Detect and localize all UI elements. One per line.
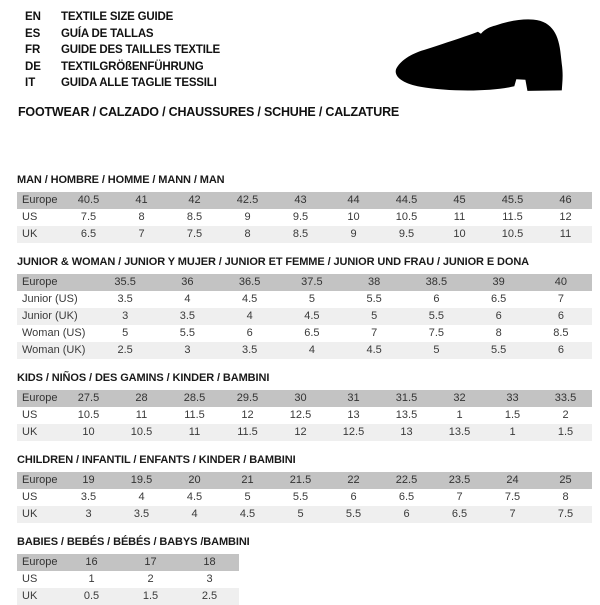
size-cell: 7.5 [80,211,97,223]
language-code: ES [25,27,41,40]
size-cell: 29.5 [236,392,259,404]
size-cell: 4 [246,310,253,322]
size-cell: 12.5 [289,409,312,421]
size-cell: 4.5 [304,310,320,322]
row-label: Woman (US) [22,327,86,339]
size-cell: 4 [191,508,198,520]
size-cell: 10.5 [501,228,524,240]
size-table-junior-woman [17,274,592,359]
size-cell: 18 [203,556,216,568]
size-cell: 19 [82,474,95,486]
size-cell: 1 [509,426,516,438]
size-cell: 5.5 [345,508,362,520]
size-cell: 4 [184,293,191,305]
size-cell: 46 [559,194,572,206]
size-cell: 22.5 [395,474,418,486]
language-code: IT [25,77,36,89]
row-label: UK [22,228,38,240]
size-cell: 5 [244,491,251,503]
size-cell: 8.5 [186,211,203,223]
size-cell: 38 [368,276,381,288]
row-label: US [22,573,38,585]
man-row [17,209,592,226]
size-cell: 3.5 [117,293,133,305]
size-cell: 1.5 [142,590,159,602]
size-cell: 6 [403,508,410,520]
row-label: US [22,491,38,503]
size-cell: 1.5 [504,409,521,421]
language-code: FR [25,44,41,56]
size-cell: 8.5 [553,327,569,339]
size-cell: 28.5 [183,392,206,404]
size-cell: 3 [184,344,191,356]
size-cell: 30 [294,392,307,404]
size-cell: 25 [559,474,572,486]
size-cell: 27.5 [77,392,100,404]
row-label: Europe [22,474,58,486]
size-cell: 1 [88,573,95,585]
size-cell: 2 [147,573,154,585]
junior-woman-row [17,342,592,359]
size-cell: 9 [350,228,357,240]
size-cell: 21.5 [289,474,312,486]
man-row [17,192,592,209]
size-cell: 42.5 [236,194,259,206]
size-cell: 40 [554,276,567,288]
row-label: UK [22,508,38,520]
section-man [17,174,592,243]
size-cell: 4 [308,344,315,356]
size-cell: 31.5 [395,392,418,404]
size-table-kids [17,390,592,441]
size-cell: 40.5 [77,194,100,206]
children-row [17,472,592,489]
size-cell: 5 [433,344,440,356]
size-cell: 6.5 [451,508,468,520]
size-cell: 10 [82,426,95,438]
size-cell: 11 [453,211,466,223]
children-row [17,489,592,506]
size-cell: 12.5 [342,426,365,438]
kids-row [17,407,592,424]
size-cell: 4 [138,491,145,503]
language-code: DE [25,60,41,73]
language-label: GUIDE DES TAILLES TEXTILE [61,44,220,56]
size-cell: 11.5 [184,409,205,421]
children-row [17,506,592,523]
language-label: TEXTILE SIZE GUIDE [61,11,174,23]
header [0,0,600,130]
size-cell: 7.5 [428,327,445,339]
size-cell: 7 [371,327,378,339]
section-junior-woman [17,256,592,359]
row-label: Europe [22,194,58,206]
size-cell: 13.5 [395,409,418,421]
size-cell: 22 [347,474,360,486]
size-cell: 5.5 [179,327,196,339]
size-cell: 38.5 [425,276,448,288]
size-cell: 12 [559,211,572,223]
size-cell: 37.5 [301,276,323,288]
size-cell: 11 [135,409,148,421]
size-cell: 3 [206,573,213,585]
size-cell: 41 [135,194,148,206]
size-cell: 12 [294,426,307,438]
row-label: US [22,409,38,421]
size-cell: 5 [308,293,315,305]
size-cell: 21 [241,474,254,486]
size-cell: 36.5 [238,276,261,288]
size-cell: 12 [241,409,254,421]
size-cell: 3.5 [179,310,196,322]
size-cell: 43 [294,194,307,206]
size-cell: 36 [181,276,194,288]
kids-row [17,424,592,441]
size-cell: 5.5 [428,310,445,322]
size-cell: 3 [122,310,129,322]
size-cell: 5.5 [366,293,382,305]
size-cell: 7.5 [504,491,521,503]
size-cell: 4.5 [186,491,203,503]
size-cell: 7.5 [186,228,203,240]
man-row [17,226,592,243]
size-table-babies [17,554,239,605]
size-cell: 5 [122,327,129,339]
babies-row [17,588,239,605]
size-cell: 19.5 [130,474,153,486]
size-cell: 10.5 [130,426,153,438]
size-cell: 9.5 [292,211,309,223]
language-label: GUÍA DE TALLAS [61,27,154,40]
size-cell: 8.5 [292,228,309,240]
junior-woman-row [17,291,592,308]
size-cell: 6 [246,327,253,339]
size-cell: 4.5 [241,293,258,305]
size-cell: 35.5 [114,276,136,288]
size-cell: 45.5 [501,194,524,206]
size-cell: 31 [347,392,360,404]
size-cell: 5.5 [292,491,309,503]
size-cell: 33.5 [554,392,577,404]
size-cell: 7 [138,228,145,240]
size-cell: 2.5 [201,590,218,602]
kids-row [17,390,592,407]
section-title-babies: BABIES / BEBÉS / BÉBÉS / BABYS /BAMBINI [17,536,250,548]
size-table-man [17,192,592,243]
section-babies [17,536,592,605]
size-cell: 33 [506,392,519,404]
size-cell: 16 [85,556,98,568]
section-title-children: CHILDREN / INFANTIL / ENFANTS / KINDER / BAMBINI [17,454,296,466]
size-cell: 32 [453,392,466,404]
size-cell: 11 [188,426,201,438]
category-heading: FOOTWEAR / CALZADO / CHAUSSURES / SCHUHE / CALZATURE [18,104,400,119]
size-cell: 24 [506,474,519,486]
size-cell: 8 [562,491,569,503]
babies-row [17,554,239,571]
row-label: Europe [22,276,58,288]
babies-row [17,571,239,588]
size-cell: 11.5 [237,426,258,438]
size-cell: 7 [456,491,463,503]
size-cell: 4.5 [239,508,256,520]
size-cell: 3 [85,508,92,520]
size-cell: 5.5 [490,344,507,356]
row-label: UK [22,590,38,602]
size-cell: 10 [453,228,466,240]
size-cell: 45 [453,194,466,206]
language-code: EN [25,11,41,23]
size-cell: 6.5 [398,491,415,503]
size-cell: 3.5 [80,491,97,503]
size-cell: 13 [400,426,413,438]
size-cell: 4.5 [366,344,382,356]
size-cell: 17 [144,556,157,568]
junior-woman-row [17,308,592,325]
size-cell: 6.5 [490,293,507,305]
size-cell: 5 [297,508,304,520]
size-cell: 0.5 [83,590,100,602]
size-cell: 2 [562,409,569,421]
section-title-junior-woman: JUNIOR & WOMAN / JUNIOR Y MUJER / JUNIOR ET FEMME / JUNIOR UND FRAU / JUNIOR E DONA [17,256,530,268]
row-label: US [22,211,38,223]
size-tables [17,174,592,605]
size-cell: 7 [557,293,564,305]
section-title-man: MAN / HOMBRE / HOMME / MANN / MAN [17,174,225,186]
size-cell: 20 [188,474,201,486]
language-label: GUIDA ALLE TAGLIE TESSILI [61,77,217,89]
dress-shoe-icon [390,18,582,100]
size-cell: 39 [492,276,505,288]
size-cell: 6 [495,310,502,322]
section-kids [17,372,592,441]
size-cell: 11.5 [502,211,523,223]
size-cell: 10.5 [395,211,418,223]
language-label: TEXTILGRÖßENFÜHRUNG [61,60,204,73]
size-cell: 13 [347,409,360,421]
junior-woman-row [17,325,592,342]
size-cell: 1 [456,409,463,421]
size-cell: 8 [244,228,251,240]
row-label: Europe [22,556,58,568]
row-label: Junior (UK) [22,310,78,322]
size-cell: 3.5 [241,344,258,356]
size-cell: 6 [557,344,564,356]
size-cell: 11 [559,228,572,240]
size-cell: 44.5 [395,194,418,206]
size-cell: 5 [371,310,378,322]
size-cell: 6 [557,310,564,322]
size-cell: 6.5 [80,228,97,240]
row-label: Junior (US) [22,293,78,305]
size-table-children [17,472,592,523]
size-cell: 9.5 [398,228,415,240]
size-cell: 13.5 [448,426,471,438]
size-cell: 10 [347,211,360,223]
size-cell: 3.5 [133,508,150,520]
size-cell: 2.5 [117,344,133,356]
size-cell: 6 [350,491,357,503]
size-cell: 6.5 [304,327,320,339]
size-cell: 44 [347,194,360,206]
size-cell: 7.5 [557,508,574,520]
size-cell: 9 [244,211,251,223]
section-children [17,454,592,523]
row-label: Europe [22,392,58,404]
junior-woman-row [17,274,592,291]
row-label: UK [22,426,38,438]
size-cell: 10.5 [77,409,100,421]
size-cell: 23.5 [448,474,471,486]
size-cell: 28 [135,392,148,404]
size-cell: 8 [138,211,145,223]
section-title-kids: KIDS / NIÑOS / DES GAMINS / KINDER / BAMBINI [17,372,270,384]
size-cell: 8 [495,327,502,339]
size-cell: 6 [433,293,440,305]
row-label: Woman (UK) [22,344,86,356]
size-cell: 42 [188,194,201,206]
size-cell: 1.5 [557,426,574,438]
size-cell: 7 [509,508,516,520]
